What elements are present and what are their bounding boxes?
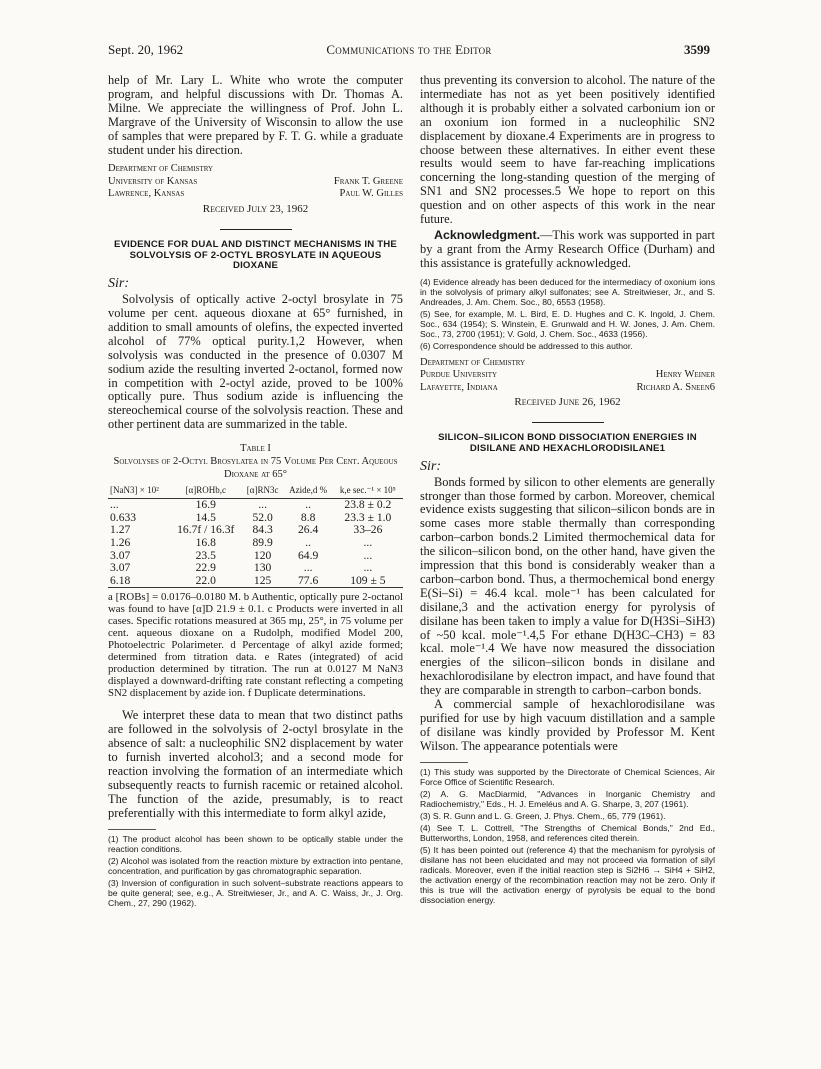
table-cell: ..	[305, 535, 312, 549]
university: Purdue University	[420, 369, 498, 381]
author-name: Frank T. Greene	[333, 175, 403, 187]
table-row	[108, 499, 403, 512]
table-cell: ...	[303, 561, 313, 575]
article-title: EVIDENCE FOR DUAL AND DISTINCT MECHANISMS IN THE SOLVOLYSIS OF 2-OCTYL BROSYLATE IN AQUEOUS DIOXANE	[113, 238, 398, 272]
table-header: [α]RN3c	[242, 485, 284, 499]
table-cell: 23.8 ± 0.2	[344, 498, 392, 512]
table-cell: 1.27	[110, 523, 131, 537]
acknowledgment	[420, 229, 715, 271]
table-cell: ...	[363, 561, 373, 575]
paragraph-body: Solvolysis of optically active 2-octyl brosylate in 75 volume per cent. aqueous dioxane at 65° furnished, in addition to small amounts of olefins, the expected inverted alcohol of 77% optical purity.1,2 However, when solvolysis was conducted in the presence of 0.0307 M sodium azide the resulting inverted 2-octanol, formed now in competition with 2-octyl azide, proved to be 100% optically pure. Thus sodium azide is influencing the stereochemical course of the solvolysis reaction. These and other pertinent data are summarized in the table.	[108, 292, 403, 432]
received-date: Received June 26, 1962	[514, 396, 621, 409]
footnote: (3) S. R. Gunn and L. G. Green, J. Phys. Chem., 65, 779 (1961).	[420, 810, 666, 821]
left-column	[108, 74, 403, 908]
table-cell: 23.5	[195, 548, 216, 562]
table-cell: 33–26	[353, 523, 383, 537]
city: Lawrence, Kansas	[108, 188, 185, 200]
footnote: (3) Inversion of configuration in such solvent–substrate reactions appears to be quite general; see, e.g., A. Streitwieser, Jr., and A. C. Waiss, Jr., J. Org. Chem., 27, 290 (1962).	[108, 877, 403, 908]
data-table	[108, 485, 403, 588]
table-cell: 109 ± 5	[333, 575, 403, 588]
paragraph-body: A commercial sample of hexachlorodisilane was purified for use by high vacuum distillation and a sample of disilane was kindly provided by Professor M. Kent Wilson. The appearance potentials were	[420, 697, 715, 753]
table-cell: 6.18	[108, 575, 170, 588]
received-date: Received July 23, 1962	[202, 202, 309, 215]
table-cell: 64.9	[298, 548, 319, 562]
table-cell: 16.7f / 16.3f	[177, 523, 235, 537]
university: University of Kansas	[108, 175, 198, 187]
header-section: Communications to the Editor	[326, 42, 492, 57]
table-cell: 16.8	[195, 535, 216, 549]
paragraph-intro: help of Mr. Lary L. White who wrote the computer program, and helpful discussions with Dr. Thomas A. Milne. We appreciate the willingness of Prof. John L. Margrave of the University of Wisconsin to allow the use of samples that were prepared by F. T. G. while a graduate student under his direction.	[108, 73, 403, 157]
section-divider	[220, 229, 292, 230]
footnote: (5) See, for example, M. L. Bird, E. D. Hughes and C. K. Ingold, J. Chem. Soc., 634 (1954); S. Winstein, E. Grunwald and H. W. Jones, J. Am. Chem. Soc., 73, 2700 (1951); V. Gold, J. Chem. Soc., 4633 (1956).	[420, 308, 715, 339]
city: Lafayette, Indiana	[420, 381, 498, 393]
table-row	[108, 537, 403, 550]
acknowledgment-heading: Acknowledgment.	[434, 227, 541, 242]
table-cell: 120	[253, 548, 272, 562]
table-cell: ...	[363, 535, 373, 549]
salutation: Sir:	[420, 458, 441, 474]
paragraph-body: Bonds formed by silicon to other elements are generally stronger than those formed by carbon. Moreover, chemical evidence exists suggesting that silicon–silicon bonds are in some cases more stable thermally than corresponding carbon–carbon bonds.2 Limited thermochemical data for the silicon–silicon bond, on the other hand, have given the impression that this bond is considerably weaker than a carbon–carbon bond. Thus, a thermochemical bond energy E(Si–Si) = 46.4 kcal. mole⁻¹ has been calculated for disilane,3 and the activation energy for pyrolysis of disilane has been taken to imply a value for D(H3Si–SiH3) of ~50 kcal. mole⁻¹.4,5 For ethane D(H3C–CH3) = 83 kcal. mole⁻¹.4 We have now measured the dissociation energies of the silicon–silicon bonds in disilane and hexachlorodisilane by electron impact, and have found that they are comparable in strength to carbon–carbon bonds.	[420, 474, 715, 698]
table-cell: 0.633	[110, 510, 137, 524]
table-cell: 77.6	[284, 575, 333, 588]
table-cell: 16.9	[195, 498, 216, 512]
table-label: Table I	[240, 443, 271, 455]
table-cell: ...	[110, 498, 119, 512]
table-cell: ...	[363, 548, 373, 562]
table-cell: 22.0	[170, 575, 242, 588]
table-cell: 89.9	[252, 535, 273, 549]
footnote: (5) It has been pointed out (reference 4) that the mechanism for pyrolysis of disilane has not been elucidated and may not proceed via formation of silyl radicals. Moreover, even if the initial reaction step is Si2H6 → SiH4 + SiH2, the activation energy of the recombination reaction may not be zero. Only if this is true will the activation energy of pyrolysis be equal to the bond dissociation energy.	[420, 844, 715, 905]
footnote: (6) Correspondence should be addressed to this author.	[420, 340, 633, 351]
footnote-divider	[420, 762, 468, 763]
table-header: [α]ROHb,c	[170, 485, 242, 499]
table-cell: 26.4	[298, 523, 319, 537]
address-block	[420, 357, 715, 395]
running-header	[108, 42, 710, 64]
table-cell: ..	[305, 498, 312, 512]
table-cell: 3.07	[110, 561, 131, 575]
table-cell: 84.3	[252, 523, 273, 537]
paragraph-body: We interpret these data to mean that two distinct paths are followed in the solvolysis of 2-octyl brosylate in the absence of salt: a nucleophilic SN2 displacement by water to furnish inverted alcohol3; and a second mode for reaction involving the formation of an intermediate which subsequently reacts to furnish racemic or retained alcohol. The function of the azide, presumably, is to react preferentially with this intermediate to form alkyl azide,	[108, 708, 403, 820]
table-row	[108, 562, 403, 575]
footnote: (1) This study was supported by the Directorate of Chemical Sciences, Air Force Office of Scientific Research.	[420, 766, 715, 787]
table-cell: 22.9	[195, 561, 216, 575]
table-header: Azide,d %	[284, 485, 333, 499]
acknowledgment-text: —This work was supported in part by a grant from the Army Research Office (Durham) and this assistance is gratefully acknowledged.	[420, 227, 715, 270]
table-row	[108, 575, 403, 588]
table-cell: 125	[242, 575, 284, 588]
table-header: [NaN3] × 10²	[108, 485, 170, 499]
table-caption: Solvolyses of 2-Octyl Brosylatea in 75 Volume Per Cent. Aqueous Dioxane at 65°	[113, 456, 398, 481]
table-header: k,e sec.⁻¹ × 10⁵	[333, 485, 403, 499]
footnote: (4) See T. L. Cottrell, "The Strengths of Chemical Bonds," 2nd Ed., Butterworths, London, 1958, and references cited therein.	[420, 822, 715, 843]
header-page-number: 3599	[684, 42, 710, 57]
table-cell: 23.3 ± 1.0	[344, 510, 392, 524]
author-name: Henry Weiner	[655, 369, 715, 381]
table-cell: 1.26	[110, 535, 131, 549]
footnote-divider	[108, 829, 156, 830]
footnote: (2) Alcohol was isolated from the reaction mixture by extraction into pentane, concentration, and purification by gas chromatographic separation.	[108, 855, 403, 876]
department: Department of Chemistry	[108, 163, 214, 175]
author-name: Paul W. Gilles	[339, 188, 403, 200]
salutation: Sir:	[108, 276, 129, 292]
right-column	[420, 74, 715, 905]
author-name: Richard A. Sneen6	[636, 381, 715, 393]
footnote: (1) The product alcohol has been shown to be optically stable under the reaction conditions.	[108, 833, 403, 854]
paragraph-body: thus preventing its conversion to alcohol. The nature of the intermediate has not as yet been positively identified although it is probably either a solvated carbonium ion or an oxonium ion formed in a nucleophilic SN2 displacement by dioxane.4 Experiments are in progress to choose between these alternatives. In either event these results would seem to have far-reaching implications concerning the long-standing question of the merging of SN1 and SN2 processes.5 We hope to report on this question and on other aspects of this work in the near future.	[420, 73, 715, 227]
table-cell: 130	[253, 561, 272, 575]
section-divider	[532, 422, 604, 423]
address-block	[108, 163, 403, 201]
department: Department of Chemistry	[420, 356, 526, 368]
table-notes: a [ROBs] = 0.0176–0.0180 M. b Authentic, optically pure 2-octanol was found to have [α]D 21.9 ± 0.1. c Products were inverted in all cases. Specific rotations measured at 365 mμ, 25°, in 75 volume per cent. aqueous dioxane on a Rudolph, modified Model 200, Photoelectric Polarimeter. d Percentage of alkyl azide formed; determined from titration data. e Rates (integrated) of acid production determined by titration. The run at 0.0127 M NaN3 displayed a downward-drifting rate constant reflecting a competing SN2 displacement by azide ion. f Duplicate determinations.	[108, 591, 403, 700]
footnote: (2) A. G. MacDiarmid, "Advances in Inorganic Chemistry and Radiochemistry," Eds., H. J. Emeléus and A. G. Sharpe, 3, 207 (1961).	[420, 788, 715, 809]
table-cell: 8.8	[300, 510, 316, 524]
table-cell: 14.5	[195, 510, 216, 524]
header-date: Sept. 20, 1962	[108, 42, 184, 57]
table-cell: 3.07	[110, 548, 131, 562]
article-title: SILICON–SILICON BOND DISSOCIATION ENERGIES IN DISILANE AND HEXACHLORODISILANE1	[438, 432, 697, 454]
table-cell: 52.0	[252, 510, 273, 524]
footnote: (4) Evidence already has been deduced for the intermediacy of oxonium ions in the solvolysis of primary alkyl sulfonates; see A. Streitwieser, Jr., and S. Andreades, J. Am. Chem. Soc., 80, 6553 (1958).	[420, 276, 715, 307]
table-cell: ...	[258, 498, 267, 512]
